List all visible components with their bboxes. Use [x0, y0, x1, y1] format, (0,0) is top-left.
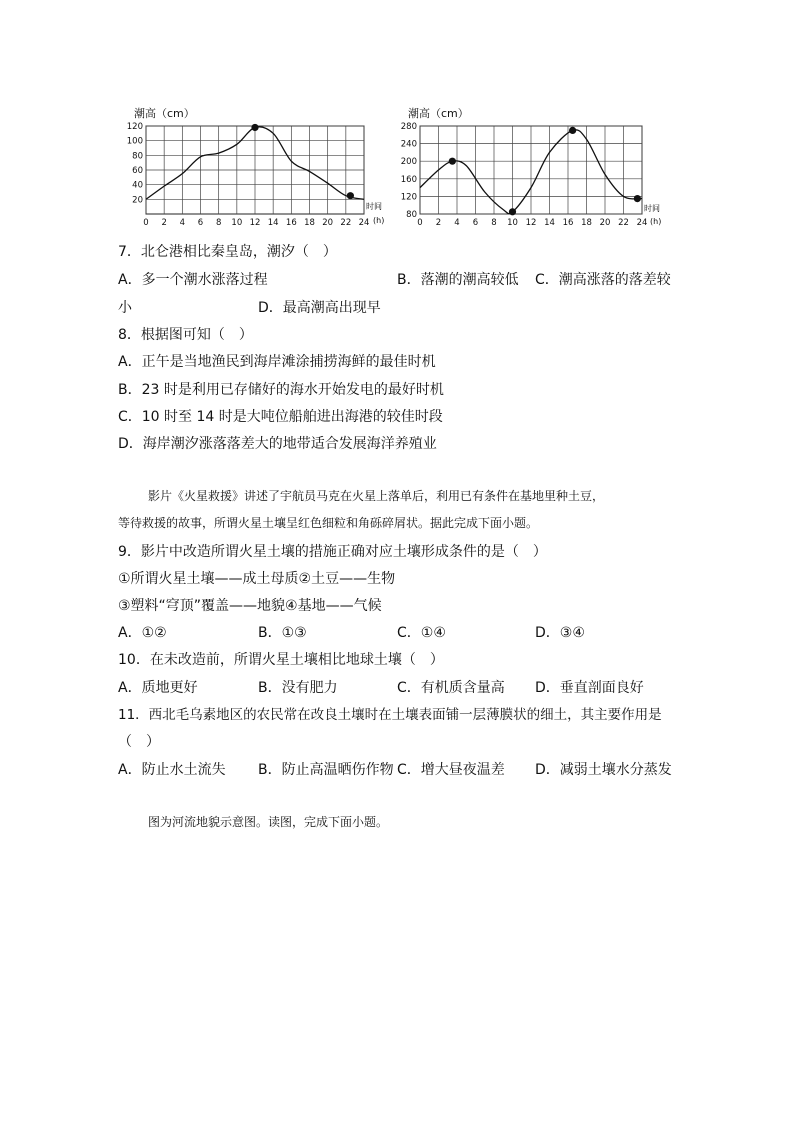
chart2-x-tick-label: 14: [544, 218, 555, 228]
passage-mars-line1: 影片《火星救援》讲述了宇航员马克在火星上落单后，利用已有条件在基地里种土豆，: [148, 489, 605, 503]
chart1-x-tick-label: 4: [179, 218, 186, 228]
q9-stem: 9．影片中改造所谓火星土壤的措施正确对应土壤形成条件的是（ ）: [118, 544, 547, 560]
q8-option-c: C．10 时至 14 时是大吨位船舶进出海港的较佳时段: [118, 409, 443, 425]
q9-option-b: B．①③: [258, 625, 307, 641]
chart1-x-tick-label: 14: [267, 218, 279, 228]
chart2-y-tick-label: 240: [400, 139, 417, 150]
q11-option-d: D．减弱土壤水分蒸发: [535, 762, 672, 778]
tide-chart-a-svg: [120, 102, 390, 232]
chart2-y-tick-label: 160: [400, 174, 417, 185]
chart2-y-tick-label: 280: [400, 122, 417, 132]
chart2-x-tick-label: 24: [636, 218, 648, 228]
q10-option-a: A．质地更好: [118, 680, 198, 696]
chart-b-xlabel-unit: 时间: [644, 204, 660, 213]
chart2-x-tick-label: 6: [472, 218, 479, 228]
q7-option-b: B．落潮的潮高较低: [397, 272, 519, 288]
chart2-point-0: [449, 158, 456, 165]
chart1-point-1: [347, 192, 354, 199]
chart1-x-tick-label: 2: [161, 218, 167, 228]
passage-river-intro: 图为河流地貌示意图。读图，完成下面小题。: [148, 815, 389, 829]
chart1-x-tick-label: 10: [231, 218, 243, 228]
tide-chart-b: [392, 102, 672, 232]
q11-option-c: C．增大昼夜温差: [397, 762, 505, 778]
chart1-y-tick-label: 60: [132, 166, 143, 176]
chart2-point-3: [634, 195, 641, 202]
q9-statement-2: ③塑料“穹顶”覆盖——地貌④基地——气候: [118, 598, 382, 614]
q10-stem: 10．在未改造前，所谓火星土壤相比地球土壤（ ）: [118, 652, 444, 668]
q9-statement-1: ①所谓火星土壤——成土母质②土豆——生物: [118, 571, 396, 587]
chart2-y-tick-label: 120: [400, 192, 417, 203]
chart1-x-tick-label: 22: [340, 218, 352, 228]
q9-option-a: A．①②: [118, 625, 167, 641]
chart1-x-tick-label: 16: [285, 218, 297, 228]
chart2-y-tick-label: 80: [406, 210, 417, 220]
chart-b-ylabel: 潮高（cm）: [408, 107, 469, 120]
chart2-x-tick-label: 10: [507, 218, 518, 228]
q11-option-a: A．防止水土流失: [118, 762, 226, 778]
q7-option-c: C．潮高涨落的落差较: [535, 272, 671, 288]
q7-option-c-continued: 小: [118, 300, 132, 316]
q7-option-a: A．多一个潮水涨落过程: [118, 272, 268, 288]
tide-chart-b-svg: [392, 102, 672, 232]
q7-stem: 7．北仑港相比秦皇岛，潮汐（ ）: [118, 244, 337, 260]
chart1-y-tick-label: 20: [132, 195, 143, 206]
chart2-y-tick-label: 200: [400, 157, 417, 168]
chart1-point-0: [251, 124, 258, 131]
chart1-y-tick-label: 40: [132, 180, 143, 191]
q9-option-d: D．③④: [535, 625, 585, 641]
chart1-y-tick-label: 120: [126, 122, 143, 132]
chart1-x-tick-label: 24: [358, 218, 370, 228]
chart2-x-tick-label: 8: [491, 218, 497, 228]
q8-stem: 8．根据图可知（ ）: [118, 327, 253, 343]
chart1-x-tick-label: 8: [215, 218, 222, 228]
chart2-x-tick-label: 20: [599, 218, 611, 228]
q11-stem: 11．西北毛乌素地区的农民常在改良土壤时在土壤表面铺一层薄膜状的细土，其主要作用是: [118, 707, 662, 723]
q8-option-a: A．正午是当地渔民到海岸滩涂捕捞海鲜的最佳时机: [118, 354, 436, 370]
chart-a-ylabel: 潮高（cm）: [134, 107, 195, 120]
chart2-x-tick-label: 18: [581, 218, 592, 228]
chart2-x-tick-label: 12: [525, 218, 537, 228]
passage-mars-line2: 等待救援的故事，所谓火星土壤呈红色细粒和角砾碎屑状。据此完成下面小题。: [118, 516, 539, 530]
q10-option-b: B．没有肥力: [258, 680, 338, 696]
chart1-y-tick-label: 80: [132, 151, 143, 162]
q10-option-d: D．垂直剖面良好: [535, 680, 644, 696]
q8-option-d: D．海岸潮汐涨落落差大的地带适合发展海洋养殖业: [118, 436, 437, 452]
chart-b-xlabel-h: (h): [650, 217, 662, 226]
chart1-x-tick-label: 0: [143, 218, 149, 228]
chart2-x-tick-label: 16: [562, 218, 574, 228]
chart2-point-2: [569, 127, 576, 134]
chart1-x-tick-label: 12: [249, 218, 261, 228]
tide-chart-a: [120, 102, 390, 232]
chart1-x-tick-label: 20: [322, 218, 334, 228]
chart1-y-tick-label: 100: [126, 136, 143, 147]
q11-stem-continued: （ ）: [118, 734, 160, 750]
q9-option-c: C．①④: [397, 625, 446, 641]
chart2-x-tick-label: 4: [454, 218, 460, 228]
q8-option-b: B．23 时是利用已存储好的海水开始发电的最好时机: [118, 382, 444, 398]
chart2-x-tick-label: 2: [435, 218, 442, 228]
chart2-point-1: [509, 208, 516, 215]
chart1-x-tick-label: 18: [304, 218, 315, 228]
q7-option-d: D．最高潮高出现早: [258, 300, 381, 316]
chart-a-xlabel-h: (h): [373, 216, 385, 225]
chart-a-xlabel-unit: 时间: [366, 202, 382, 211]
q11-option-b: B．防止高温晒伤作物: [258, 762, 394, 778]
chart2-x-tick-label: 22: [618, 218, 629, 228]
chart2-x-tick-label: 0: [417, 218, 423, 228]
q10-option-c: C．有机质含量高: [397, 680, 505, 696]
chart1-x-tick-label: 6: [197, 218, 204, 228]
